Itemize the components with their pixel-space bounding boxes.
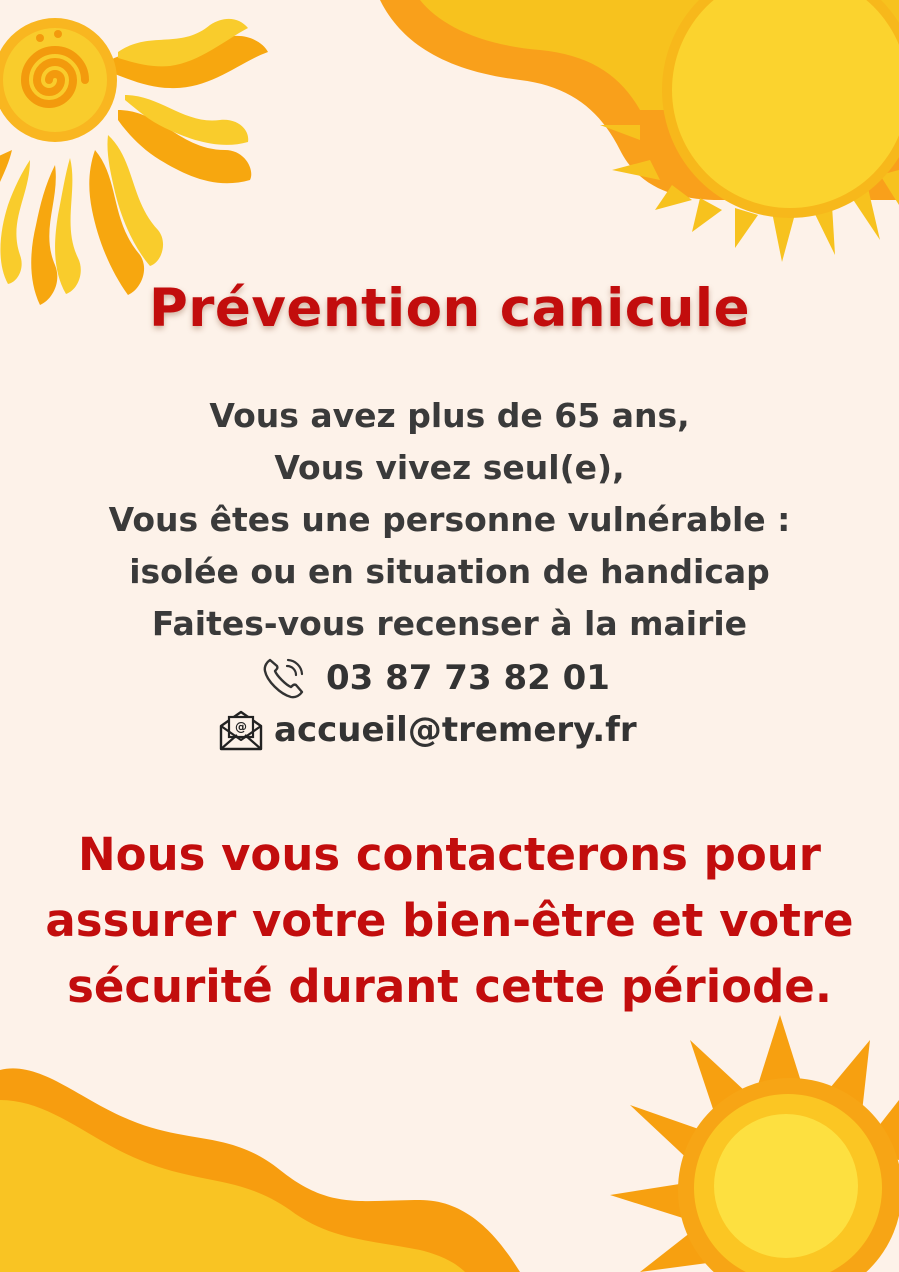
closing-line-3: sécurité durant cette période. xyxy=(67,960,832,1013)
closing-line-2: assurer votre bien-être et votre xyxy=(45,894,854,947)
phone-number[interactable]: 03 87 73 82 01 xyxy=(326,658,610,698)
eligibility-text xyxy=(0,390,899,650)
closing-message xyxy=(0,822,899,1020)
email-contact xyxy=(218,704,637,756)
line-vulnerable: Vous êtes une personne vulnérable : xyxy=(108,500,791,539)
phone-icon xyxy=(260,654,308,702)
line-alone: Vous vivez seul(e), xyxy=(274,448,625,487)
email-address[interactable]: accueil@tremery.fr xyxy=(274,710,637,750)
svg-text:@: @ xyxy=(235,720,247,734)
poster-title: Prévention canicule xyxy=(148,278,751,339)
line-register: Faites-vous recenser à la mairie xyxy=(151,604,748,643)
top-left-sun-icon xyxy=(0,0,268,305)
bottom-right-sun-icon xyxy=(610,1015,899,1272)
email-icon xyxy=(218,708,264,752)
line-isolation: isolée ou en situation de handicap xyxy=(129,552,770,591)
top-right-sun-icon xyxy=(380,0,899,262)
closing-line-1: Nous vous contacterons pour xyxy=(78,828,821,881)
phone-contact xyxy=(260,652,610,704)
bottom-left-wave-icon xyxy=(0,1068,520,1272)
line-age: Vous avez plus de 65 ans, xyxy=(209,396,690,435)
